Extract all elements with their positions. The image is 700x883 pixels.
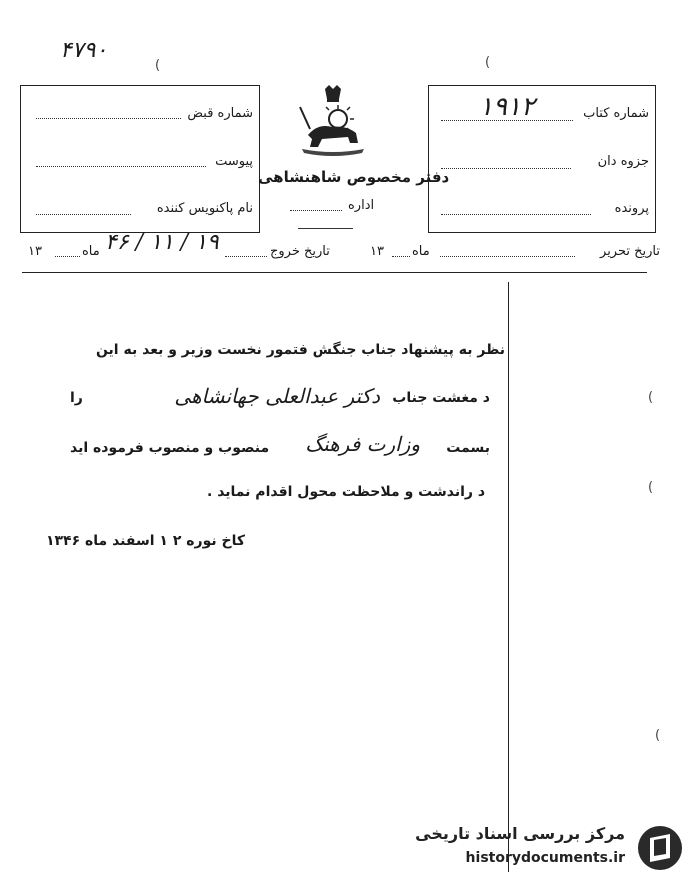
- dotted-line: [225, 256, 267, 257]
- margin-bracket-mark: (: [648, 480, 654, 495]
- body-line-3-handwritten-post: وزارت فرهنگ: [305, 432, 420, 456]
- dotted-line: [392, 256, 410, 257]
- copyist-name-label: نام پاکنویس کننده: [156, 201, 253, 216]
- left-registry-box: [20, 85, 260, 233]
- date-out-handwritten: ۱۹ / ۱۱ / ۴۶: [105, 230, 219, 255]
- dotted-line: [441, 120, 573, 121]
- body-line-1: نظر به پیشنهاد جناب جنگش فتمور نخست وزیر و بعد به این: [95, 342, 505, 358]
- body-line-3: [70, 432, 490, 468]
- dotted-line: [441, 168, 571, 169]
- month-label-2: ماه: [82, 244, 100, 259]
- dotted-line: [290, 210, 342, 211]
- month-label: ماه: [412, 244, 430, 259]
- archive-logo-icon: [636, 824, 684, 872]
- date-line: کاخ نوره ۲ ۱ اسفند ماه ۱۳۴۶: [45, 533, 245, 549]
- dotted-line: [36, 166, 206, 167]
- margin-vertical-line: [508, 282, 509, 872]
- margin-bracket-mark: (: [648, 390, 654, 405]
- dotted-line: [441, 214, 591, 215]
- office-title: دفتر مخصوص شاهنشاهی: [258, 168, 450, 186]
- book-number-label: شماره کتاب: [583, 106, 649, 121]
- date-written-label: تاریخ تحریر: [600, 244, 660, 259]
- right-registry-box: [428, 85, 656, 233]
- handwritten-number: ۴۷۹۰: [60, 38, 108, 63]
- body-line-3-start: بسمت: [446, 440, 490, 456]
- margin-bracket-mark: (: [485, 55, 491, 70]
- org-name: مرکز بررسی اسناد تاریخی: [415, 824, 625, 843]
- header-divider: [22, 272, 647, 273]
- file-folder-label: جزوه دان: [597, 154, 649, 169]
- dotted-line: [55, 256, 80, 257]
- dotted-line: [36, 118, 181, 119]
- dotted-line: [36, 214, 131, 215]
- body-line-2: [70, 386, 490, 422]
- attachment-label: پیوست: [215, 154, 253, 169]
- date-row: [20, 230, 660, 268]
- margin-bracket-mark: (: [155, 58, 161, 73]
- body-line-4: د راندشت و ملاحظت محول اقدام نماید .: [207, 484, 485, 500]
- year-prefix-2: ۱۳: [28, 244, 42, 259]
- dotted-line: [440, 256, 575, 257]
- footer-watermark: [400, 818, 690, 878]
- receipt-number-label: شماره قبض: [187, 106, 253, 121]
- body-line-3-end: منصوب و منصوب فرموده اید: [70, 440, 270, 456]
- date-out-label: تاریخ خروج: [270, 244, 330, 259]
- year-prefix: ۱۳: [370, 244, 384, 259]
- body-line-2-start: د مغشت جناب: [392, 390, 490, 406]
- lion-and-sun-emblem: [298, 85, 368, 157]
- margin-bracket-mark: (: [655, 728, 661, 743]
- site-url: historydocuments.ir: [465, 850, 625, 866]
- dash-underline: [298, 228, 353, 229]
- book-number-handwritten: ۱۹۱۲: [479, 92, 535, 122]
- dossier-label: پرونده: [614, 201, 649, 216]
- body-line-2-handwritten-name: دکتر عبدالعلی جهانشاهی: [174, 384, 380, 408]
- office-sub-label: اداره: [348, 198, 375, 213]
- body-line-2-end: را: [70, 390, 83, 406]
